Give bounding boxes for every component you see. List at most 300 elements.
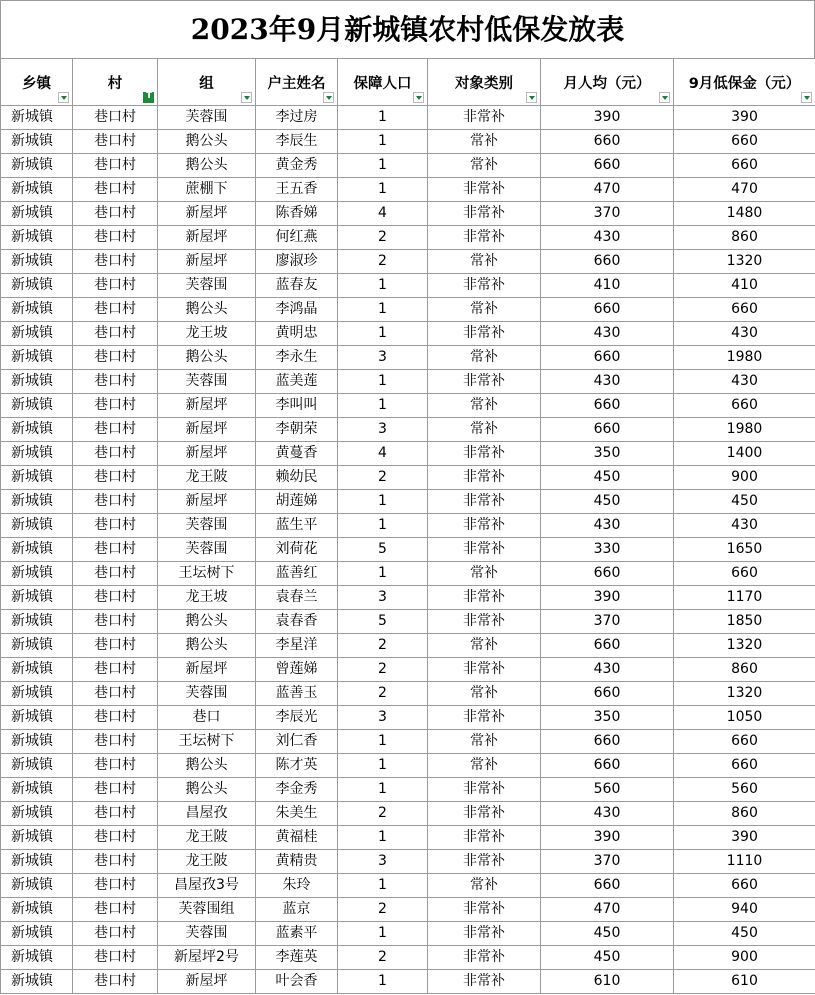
table-cell[interactable]: 芙蓉围组 (158, 898, 256, 922)
table-cell[interactable]: 非常补 (428, 898, 541, 922)
table-cell[interactable]: 巷口村 (73, 658, 158, 682)
table-cell[interactable]: 新城镇 (1, 778, 73, 802)
table-cell[interactable]: 巷口村 (73, 466, 158, 490)
table-cell[interactable]: 450 (674, 490, 815, 514)
table-cell[interactable]: 鹅公头 (158, 298, 256, 322)
table-cell[interactable]: 非常补 (428, 490, 541, 514)
table-cell[interactable]: 李过房 (256, 106, 338, 130)
filter-dropdown-icon[interactable] (659, 92, 670, 103)
table-cell[interactable]: 芙蓉围 (158, 682, 256, 706)
table-cell[interactable]: 昌屋孜3号 (158, 874, 256, 898)
table-cell[interactable]: 1 (338, 370, 428, 394)
table-cell[interactable]: 350 (541, 442, 674, 466)
table-cell[interactable]: 430 (541, 802, 674, 826)
table-cell[interactable]: 鹅公头 (158, 754, 256, 778)
table-cell[interactable]: 660 (541, 346, 674, 370)
table-cell[interactable]: 2 (338, 682, 428, 706)
table-cell[interactable]: 新城镇 (1, 274, 73, 298)
table-cell[interactable]: 非常补 (428, 178, 541, 202)
table-cell[interactable]: 新屋坪 (158, 442, 256, 466)
table-cell[interactable]: 非常补 (428, 922, 541, 946)
table-cell[interactable]: 常补 (428, 130, 541, 154)
table-cell[interactable]: 非常补 (428, 946, 541, 970)
table-cell[interactable]: 常补 (428, 418, 541, 442)
table-cell[interactable]: 陈才英 (256, 754, 338, 778)
table-cell[interactable]: 1 (338, 394, 428, 418)
filter-dropdown-icon[interactable] (58, 92, 69, 103)
table-cell[interactable]: 蓝素平 (256, 922, 338, 946)
table-cell[interactable]: 蓝美莲 (256, 370, 338, 394)
table-cell[interactable]: 2 (338, 658, 428, 682)
table-cell[interactable]: 新城镇 (1, 562, 73, 586)
column-header-3[interactable] (158, 59, 256, 106)
table-cell[interactable]: 2 (338, 466, 428, 490)
table-cell[interactable]: 1 (338, 778, 428, 802)
table-cell[interactable]: 390 (541, 586, 674, 610)
table-cell[interactable]: 1 (338, 922, 428, 946)
column-header-4[interactable] (256, 59, 338, 106)
table-cell[interactable]: 巷口村 (73, 754, 158, 778)
filter-dropdown-icon[interactable] (241, 92, 252, 103)
filter-dropdown-icon[interactable] (526, 92, 537, 103)
table-cell[interactable]: 非常补 (428, 322, 541, 346)
column-header-6[interactable] (428, 59, 541, 106)
table-cell[interactable]: 390 (541, 106, 674, 130)
table-cell[interactable]: 非常补 (428, 466, 541, 490)
table-cell[interactable]: 4 (338, 202, 428, 226)
table-cell[interactable]: 新屋坪2号 (158, 946, 256, 970)
table-cell[interactable]: 1 (338, 322, 428, 346)
table-cell[interactable]: 2 (338, 634, 428, 658)
table-cell[interactable]: 新屋坪 (158, 202, 256, 226)
table-cell[interactable]: 非常补 (428, 826, 541, 850)
table-cell[interactable]: 巷口村 (73, 850, 158, 874)
table-cell[interactable]: 3 (338, 850, 428, 874)
table-cell[interactable]: 新城镇 (1, 514, 73, 538)
table-cell[interactable]: 新城镇 (1, 346, 73, 370)
table-cell[interactable]: 370 (541, 610, 674, 634)
table-cell[interactable]: 1050 (674, 706, 815, 730)
table-cell[interactable]: 巷口 (158, 706, 256, 730)
table-cell[interactable]: 蔗棚下 (158, 178, 256, 202)
table-cell[interactable]: 新城镇 (1, 226, 73, 250)
table-cell[interactable]: 鹅公头 (158, 346, 256, 370)
table-cell[interactable]: 蓝京 (256, 898, 338, 922)
table-cell[interactable]: 巷口村 (73, 826, 158, 850)
table-cell[interactable]: 龙王陂 (158, 850, 256, 874)
table-cell[interactable]: 常补 (428, 298, 541, 322)
table-cell[interactable]: 巷口村 (73, 202, 158, 226)
table-cell[interactable]: 1 (338, 154, 428, 178)
table-cell[interactable]: 新屋坪 (158, 418, 256, 442)
table-cell[interactable]: 巷口村 (73, 442, 158, 466)
table-cell[interactable]: 非常补 (428, 226, 541, 250)
table-cell[interactable]: 新城镇 (1, 418, 73, 442)
table-cell[interactable]: 430 (541, 370, 674, 394)
table-cell[interactable]: 390 (541, 826, 674, 850)
table-cell[interactable]: 430 (541, 226, 674, 250)
table-cell[interactable]: 巷口村 (73, 682, 158, 706)
table-cell[interactable]: 芙蓉围 (158, 538, 256, 562)
table-cell[interactable]: 叶会香 (256, 970, 338, 994)
table-cell[interactable]: 660 (541, 682, 674, 706)
table-cell[interactable]: 1 (338, 514, 428, 538)
table-cell[interactable]: 1 (338, 490, 428, 514)
table-cell[interactable]: 巷口村 (73, 490, 158, 514)
table-cell[interactable]: 非常补 (428, 274, 541, 298)
table-cell[interactable]: 1 (338, 130, 428, 154)
table-cell[interactable]: 390 (674, 826, 815, 850)
table-cell[interactable]: 巷口村 (73, 610, 158, 634)
table-cell[interactable]: 660 (541, 418, 674, 442)
table-cell[interactable]: 巷口村 (73, 586, 158, 610)
column-header-1[interactable] (1, 59, 73, 106)
table-cell[interactable]: 新城镇 (1, 250, 73, 274)
table-cell[interactable]: 李辰光 (256, 706, 338, 730)
table-cell[interactable]: 新屋坪 (158, 226, 256, 250)
table-cell[interactable]: 新城镇 (1, 538, 73, 562)
table-cell[interactable]: 660 (674, 130, 815, 154)
table-cell[interactable]: 1 (338, 562, 428, 586)
column-header-7[interactable] (541, 59, 674, 106)
table-cell[interactable]: 660 (541, 250, 674, 274)
table-cell[interactable]: 3 (338, 586, 428, 610)
table-cell[interactable]: 新城镇 (1, 298, 73, 322)
table-cell[interactable]: 430 (541, 322, 674, 346)
table-cell[interactable]: 3 (338, 706, 428, 730)
table-cell[interactable]: 巷口村 (73, 538, 158, 562)
table-cell[interactable]: 860 (674, 658, 815, 682)
table-cell[interactable]: 蓝善玉 (256, 682, 338, 706)
table-cell[interactable]: 巷口村 (73, 226, 158, 250)
table-cell[interactable]: 巷口村 (73, 346, 158, 370)
table-cell[interactable]: 660 (674, 394, 815, 418)
table-cell[interactable]: 2 (338, 802, 428, 826)
table-cell[interactable]: 390 (674, 106, 815, 130)
table-cell[interactable]: 鹅公头 (158, 610, 256, 634)
table-cell[interactable]: 1400 (674, 442, 815, 466)
table-cell[interactable]: 非常补 (428, 442, 541, 466)
table-cell[interactable]: 非常补 (428, 778, 541, 802)
table-cell[interactable]: 660 (674, 874, 815, 898)
table-cell[interactable]: 鹅公头 (158, 634, 256, 658)
table-cell[interactable]: 李朝荣 (256, 418, 338, 442)
table-cell[interactable]: 370 (541, 202, 674, 226)
table-cell[interactable]: 巷口村 (73, 922, 158, 946)
table-cell[interactable]: 430 (674, 514, 815, 538)
table-cell[interactable]: 660 (541, 298, 674, 322)
table-cell[interactable]: 2 (338, 898, 428, 922)
table-cell[interactable]: 660 (674, 298, 815, 322)
table-cell[interactable]: 巷口村 (73, 154, 158, 178)
table-cell[interactable]: 常补 (428, 754, 541, 778)
table-cell[interactable]: 巷口村 (73, 634, 158, 658)
table-cell[interactable]: 新城镇 (1, 946, 73, 970)
table-cell[interactable]: 新城镇 (1, 634, 73, 658)
table-cell[interactable]: 巷口村 (73, 250, 158, 274)
table-cell[interactable]: 常补 (428, 154, 541, 178)
table-cell[interactable]: 王坛树下 (158, 730, 256, 754)
table-cell[interactable]: 410 (541, 274, 674, 298)
table-cell[interactable]: 660 (674, 562, 815, 586)
table-cell[interactable]: 1980 (674, 418, 815, 442)
table-cell[interactable]: 常补 (428, 346, 541, 370)
table-cell[interactable]: 660 (541, 394, 674, 418)
table-cell[interactable]: 巷口村 (73, 730, 158, 754)
table-cell[interactable]: 常补 (428, 562, 541, 586)
table-cell[interactable]: 610 (541, 970, 674, 994)
table-cell[interactable]: 新城镇 (1, 466, 73, 490)
table-cell[interactable]: 新城镇 (1, 610, 73, 634)
table-cell[interactable]: 660 (541, 754, 674, 778)
table-cell[interactable]: 新城镇 (1, 970, 73, 994)
table-cell[interactable]: 李莲英 (256, 946, 338, 970)
table-cell[interactable]: 蓝春友 (256, 274, 338, 298)
table-cell[interactable]: 曾莲娣 (256, 658, 338, 682)
table-cell[interactable]: 李鸿晶 (256, 298, 338, 322)
table-cell[interactable]: 巷口村 (73, 274, 158, 298)
table-cell[interactable]: 龙王坡 (158, 322, 256, 346)
table-cell[interactable]: 巷口村 (73, 370, 158, 394)
table-cell[interactable]: 芙蓉围 (158, 922, 256, 946)
table-cell[interactable]: 1320 (674, 682, 815, 706)
table-cell[interactable]: 巷口村 (73, 946, 158, 970)
table-cell[interactable]: 李永生 (256, 346, 338, 370)
table-cell[interactable]: 新城镇 (1, 682, 73, 706)
table-cell[interactable]: 常补 (428, 634, 541, 658)
table-cell[interactable]: 昌屋孜 (158, 802, 256, 826)
table-cell[interactable]: 1 (338, 874, 428, 898)
table-cell[interactable]: 新城镇 (1, 490, 73, 514)
table-cell[interactable]: 胡莲娣 (256, 490, 338, 514)
table-cell[interactable]: 1320 (674, 250, 815, 274)
table-cell[interactable]: 巷口村 (73, 706, 158, 730)
filter-dropdown-icon[interactable] (413, 92, 424, 103)
table-cell[interactable]: 4 (338, 442, 428, 466)
table-cell[interactable]: 李金秀 (256, 778, 338, 802)
table-cell[interactable]: 蓝善红 (256, 562, 338, 586)
table-cell[interactable]: 常补 (428, 394, 541, 418)
table-cell[interactable]: 芙蓉围 (158, 514, 256, 538)
table-cell[interactable]: 黄精贵 (256, 850, 338, 874)
table-cell[interactable]: 新城镇 (1, 154, 73, 178)
table-cell[interactable]: 李叫叫 (256, 394, 338, 418)
table-cell[interactable]: 新城镇 (1, 922, 73, 946)
table-cell[interactable]: 3 (338, 418, 428, 442)
table-cell[interactable]: 王五香 (256, 178, 338, 202)
table-cell[interactable]: 450 (541, 946, 674, 970)
table-cell[interactable]: 龙王陂 (158, 826, 256, 850)
table-cell[interactable]: 430 (674, 322, 815, 346)
table-cell[interactable]: 1 (338, 826, 428, 850)
table-cell[interactable]: 非常补 (428, 202, 541, 226)
table-cell[interactable]: 刘荷花 (256, 538, 338, 562)
table-cell[interactable]: 龙王陂 (158, 466, 256, 490)
table-cell[interactable]: 330 (541, 538, 674, 562)
table-cell[interactable]: 非常补 (428, 802, 541, 826)
table-cell[interactable]: 新屋坪 (158, 658, 256, 682)
table-cell[interactable]: 1980 (674, 346, 815, 370)
table-cell[interactable]: 新城镇 (1, 850, 73, 874)
table-cell[interactable]: 王坛树下 (158, 562, 256, 586)
table-cell[interactable]: 1850 (674, 610, 815, 634)
table-cell[interactable]: 鹅公头 (158, 130, 256, 154)
table-cell[interactable]: 巷口村 (73, 514, 158, 538)
table-cell[interactable]: 2 (338, 226, 428, 250)
table-cell[interactable]: 巷口村 (73, 898, 158, 922)
table-cell[interactable]: 巷口村 (73, 394, 158, 418)
table-cell[interactable]: 660 (674, 730, 815, 754)
table-cell[interactable]: 450 (541, 466, 674, 490)
table-cell[interactable]: 朱玲 (256, 874, 338, 898)
table-cell[interactable]: 新屋坪 (158, 250, 256, 274)
table-cell[interactable]: 袁春兰 (256, 586, 338, 610)
filter-active-icon[interactable] (143, 92, 154, 103)
table-cell[interactable]: 450 (541, 922, 674, 946)
table-cell[interactable]: 巷口村 (73, 298, 158, 322)
table-cell[interactable]: 黄明忠 (256, 322, 338, 346)
table-cell[interactable]: 非常补 (428, 586, 541, 610)
table-cell[interactable]: 新城镇 (1, 178, 73, 202)
table-cell[interactable]: 新城镇 (1, 754, 73, 778)
table-cell[interactable]: 非常补 (428, 706, 541, 730)
column-header-2[interactable] (73, 59, 158, 106)
table-cell[interactable]: 900 (674, 466, 815, 490)
table-cell[interactable]: 非常补 (428, 106, 541, 130)
filter-dropdown-icon[interactable] (801, 92, 812, 103)
table-cell[interactable]: 巷口村 (73, 874, 158, 898)
column-header-5[interactable] (338, 59, 428, 106)
table-cell[interactable]: 5 (338, 610, 428, 634)
table-cell[interactable]: 新城镇 (1, 442, 73, 466)
filter-dropdown-icon[interactable] (323, 92, 334, 103)
table-cell[interactable]: 660 (541, 730, 674, 754)
table-cell[interactable]: 袁春香 (256, 610, 338, 634)
table-cell[interactable]: 陈香娣 (256, 202, 338, 226)
table-cell[interactable]: 660 (541, 130, 674, 154)
table-cell[interactable]: 470 (674, 178, 815, 202)
table-cell[interactable]: 1 (338, 754, 428, 778)
table-cell[interactable]: 新城镇 (1, 130, 73, 154)
table-cell[interactable]: 刘仁香 (256, 730, 338, 754)
table-cell[interactable]: 巷口村 (73, 418, 158, 442)
table-cell[interactable]: 2 (338, 250, 428, 274)
table-cell[interactable]: 新城镇 (1, 874, 73, 898)
column-header-8[interactable] (674, 59, 815, 106)
table-cell[interactable]: 新屋坪 (158, 490, 256, 514)
table-cell[interactable]: 非常补 (428, 370, 541, 394)
table-cell[interactable]: 3 (338, 346, 428, 370)
table-cell[interactable]: 1110 (674, 850, 815, 874)
table-cell[interactable]: 660 (541, 634, 674, 658)
table-cell[interactable]: 何红燕 (256, 226, 338, 250)
table-cell[interactable]: 芙蓉围 (158, 106, 256, 130)
table-cell[interactable]: 新城镇 (1, 826, 73, 850)
table-cell[interactable]: 860 (674, 802, 815, 826)
table-cell[interactable]: 新城镇 (1, 898, 73, 922)
table-cell[interactable]: 新屋坪 (158, 394, 256, 418)
table-cell[interactable]: 1 (338, 178, 428, 202)
table-cell[interactable]: 非常补 (428, 970, 541, 994)
table-cell[interactable]: 430 (674, 370, 815, 394)
table-cell[interactable]: 660 (674, 154, 815, 178)
table-cell[interactable]: 黄蔓香 (256, 442, 338, 466)
table-cell[interactable]: 1 (338, 274, 428, 298)
table-cell[interactable]: 黄金秀 (256, 154, 338, 178)
table-cell[interactable]: 巷口村 (73, 178, 158, 202)
table-cell[interactable]: 560 (541, 778, 674, 802)
table-cell[interactable]: 新城镇 (1, 730, 73, 754)
table-cell[interactable]: 610 (674, 970, 815, 994)
table-cell[interactable]: 赖幼民 (256, 466, 338, 490)
table-cell[interactable]: 巷口村 (73, 130, 158, 154)
table-cell[interactable]: 470 (541, 178, 674, 202)
table-cell[interactable]: 廖淑珍 (256, 250, 338, 274)
table-cell[interactable]: 朱美生 (256, 802, 338, 826)
table-cell[interactable]: 1 (338, 106, 428, 130)
table-cell[interactable]: 巷口村 (73, 106, 158, 130)
table-cell[interactable]: 新城镇 (1, 658, 73, 682)
table-cell[interactable]: 常补 (428, 682, 541, 706)
table-cell[interactable]: 1 (338, 298, 428, 322)
table-cell[interactable]: 常补 (428, 730, 541, 754)
table-cell[interactable]: 660 (541, 562, 674, 586)
table-cell[interactable]: 非常补 (428, 658, 541, 682)
table-cell[interactable]: 非常补 (428, 514, 541, 538)
table-cell[interactable]: 黄福桂 (256, 826, 338, 850)
table-cell[interactable]: 芙蓉围 (158, 370, 256, 394)
table-cell[interactable]: 1 (338, 970, 428, 994)
table-cell[interactable]: 常补 (428, 874, 541, 898)
table-cell[interactable]: 新城镇 (1, 322, 73, 346)
table-cell[interactable]: 1 (338, 730, 428, 754)
table-cell[interactable]: 660 (541, 154, 674, 178)
table-cell[interactable]: 660 (674, 754, 815, 778)
table-cell[interactable]: 900 (674, 946, 815, 970)
table-cell[interactable]: 李辰生 (256, 130, 338, 154)
table-cell[interactable]: 新城镇 (1, 802, 73, 826)
table-cell[interactable]: 龙王坡 (158, 586, 256, 610)
table-cell[interactable]: 巷口村 (73, 970, 158, 994)
table-cell[interactable]: 鹅公头 (158, 778, 256, 802)
table-cell[interactable]: 蓝生平 (256, 514, 338, 538)
table-cell[interactable]: 非常补 (428, 610, 541, 634)
table-cell[interactable]: 巷口村 (73, 562, 158, 586)
table-cell[interactable]: 鹅公头 (158, 154, 256, 178)
table-cell[interactable]: 860 (674, 226, 815, 250)
table-cell[interactable]: 新城镇 (1, 202, 73, 226)
table-cell[interactable]: 450 (541, 490, 674, 514)
table-cell[interactable]: 巷口村 (73, 802, 158, 826)
table-cell[interactable]: 巷口村 (73, 778, 158, 802)
table-cell[interactable]: 1320 (674, 634, 815, 658)
table-cell[interactable]: 芙蓉围 (158, 274, 256, 298)
table-cell[interactable]: 560 (674, 778, 815, 802)
table-cell[interactable]: 430 (541, 514, 674, 538)
table-cell[interactable]: 2 (338, 946, 428, 970)
table-cell[interactable]: 1480 (674, 202, 815, 226)
table-cell[interactable]: 非常补 (428, 850, 541, 874)
table-cell[interactable]: 1650 (674, 538, 815, 562)
table-cell[interactable]: 470 (541, 898, 674, 922)
table-cell[interactable]: 新城镇 (1, 370, 73, 394)
table-cell[interactable]: 新城镇 (1, 706, 73, 730)
table-cell[interactable]: 新城镇 (1, 106, 73, 130)
table-cell[interactable]: 450 (674, 922, 815, 946)
table-cell[interactable]: 5 (338, 538, 428, 562)
table-cell[interactable]: 430 (541, 658, 674, 682)
table-cell[interactable]: 常补 (428, 250, 541, 274)
